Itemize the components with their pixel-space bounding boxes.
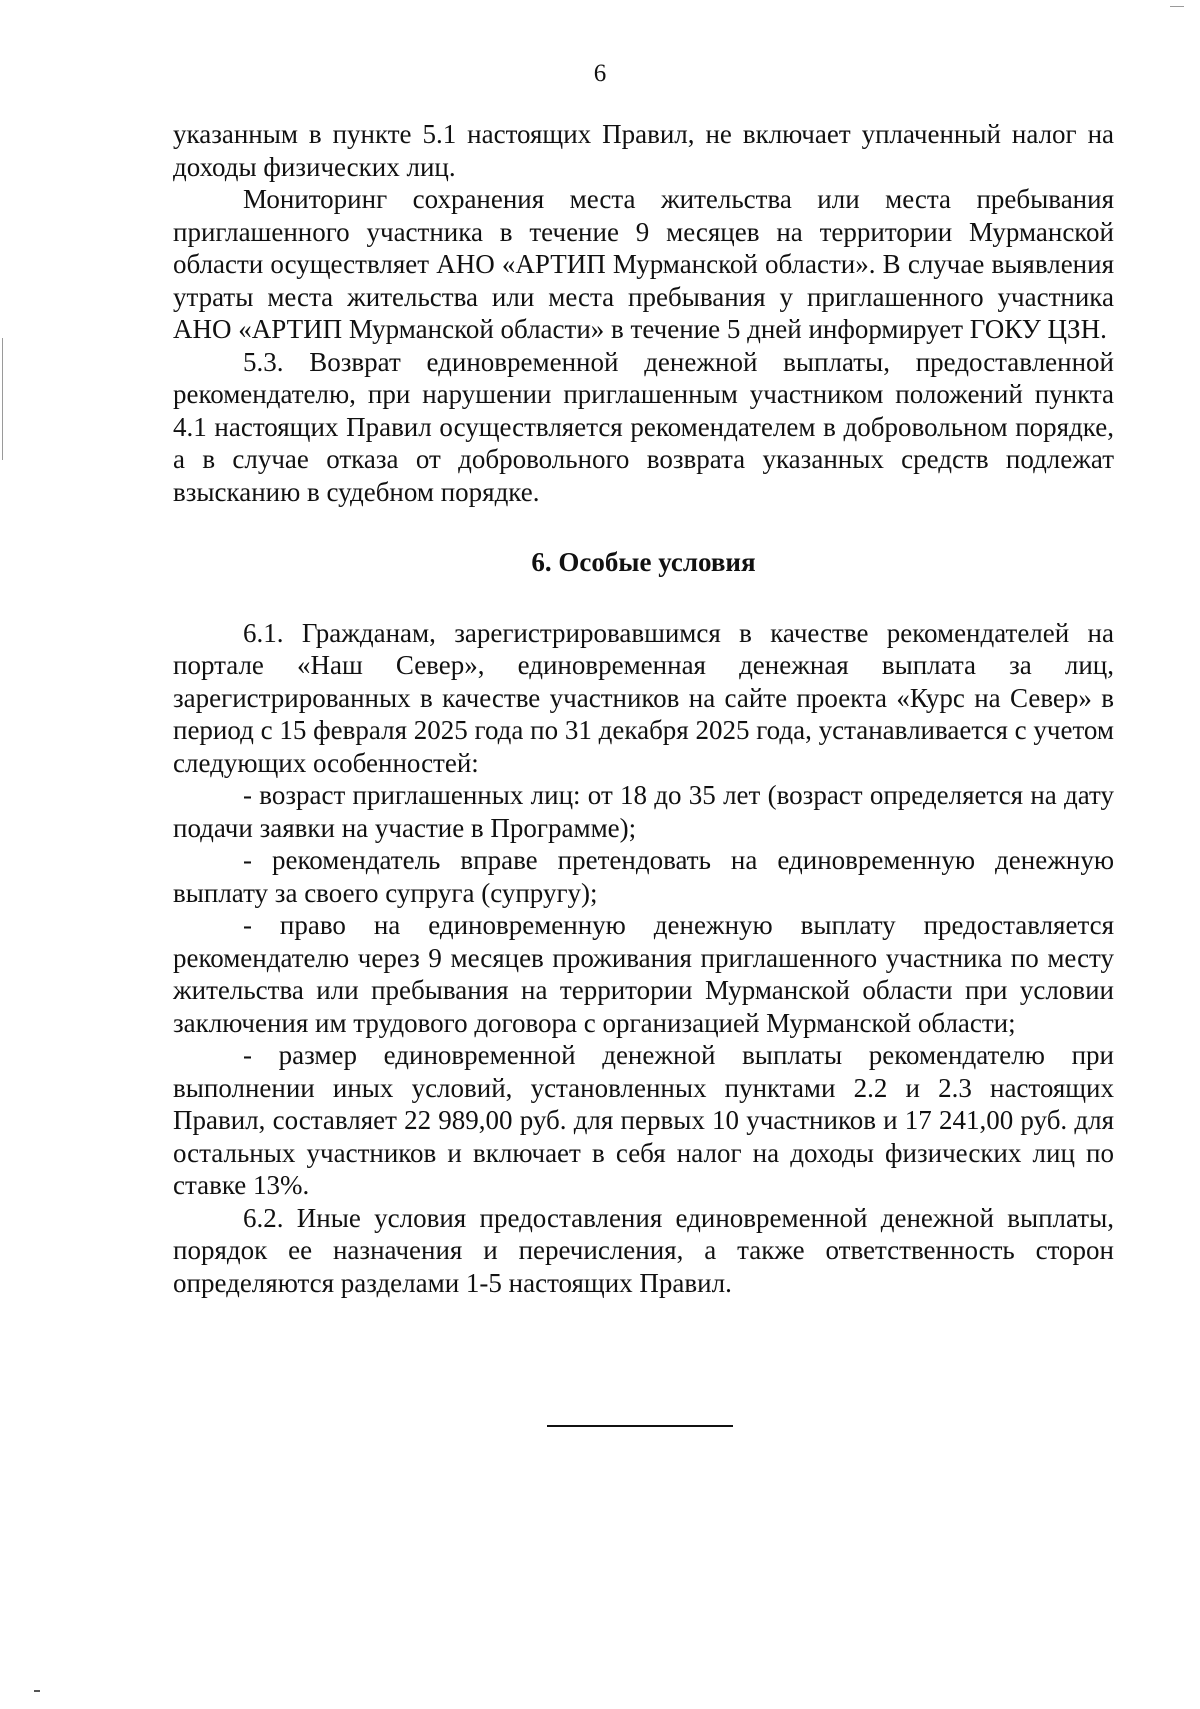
paragraph-monitoring: Мониторинг сохранения места жительства или места пребывания приглашенного участника в течение 9 месяцев на территории Мурманской области осуществляет АНО «АРТИП Мурманской области». В случае выявления утраты места жительства или места пребывания у приглашенного участника АНО «АРТИП Мурманской области» в течение 5 дней информирует ГОКУ ЦЗН. <box>173 184 1114 344</box>
list-item-amount: - размер единовременной денежной выплаты рекомендателю при выполнении иных условий, установленных пунктами 2.2 и 2.3 настоящих Правил, составляет 22 989,00 руб. для первых 10 участников и 17 241,00 руб. для остальных участников и включает в себя налог на доходы физических лиц по ставке 13%. <box>173 1040 1114 1200</box>
list-item-spouse: - рекомендатель вправе претендовать на единовременную денежную выплату за своего супруга (супругу); <box>173 845 1114 908</box>
paragraph-6-1: 6.1. Гражданам, зарегистрировавшимся в качестве рекомендателей на портале «Наш Север», единовременная денежная выплата за лиц, зарегистрированных в качестве участников на сайте проекта «Курс на Север» в период с 15 февраля 2025 года по 31 декабря 2025 года, устанавливается с учетом следующих особенностей: <box>173 617 1114 778</box>
document-body <box>173 118 1114 1299</box>
scan-artifact <box>2 338 3 460</box>
paragraph-5-3: 5.3. Возврат единовременной денежной выплаты, предоставленной рекомендателю, при нарушении приглашенным участником положений пункта 4.1 настоящих Правил осуществляется рекомендателем в добровольном порядке, а в случае отказа от добровольного возврата указанных средств подлежат взысканию в судебном порядке. <box>173 346 1114 507</box>
paragraph-continuation: указанным в пункте 5.1 настоящих Правил, не включает уплаченный налог на доходы физических лиц. <box>173 119 1114 182</box>
scan-artifact <box>1170 6 1184 7</box>
list-item-age: - возраст приглашенных лиц: от 18 до 35 лет (возраст определяется на дату подачи заявки на участие в Программе); <box>173 780 1114 843</box>
page-number: 6 <box>593 60 607 87</box>
list-item-right: - право на единовременную денежную выплату предоставляется рекомендателю через 9 месяцев проживания приглашенного участника по месту жительства или пребывания на территории Мурманской области при условии заключения им трудового договора с организацией Мурманской области; <box>173 910 1114 1038</box>
end-rule <box>547 1425 733 1427</box>
section-heading: 6. Особые условия <box>531 547 756 577</box>
scan-artifact <box>34 1690 40 1692</box>
paragraph-6-2: 6.2. Иные условия предоставления единовременной денежной выплаты, порядок ее назначения и перечисления, а также ответственность сторон определяются разделами 1-5 настоящих Правил. <box>173 1202 1114 1298</box>
